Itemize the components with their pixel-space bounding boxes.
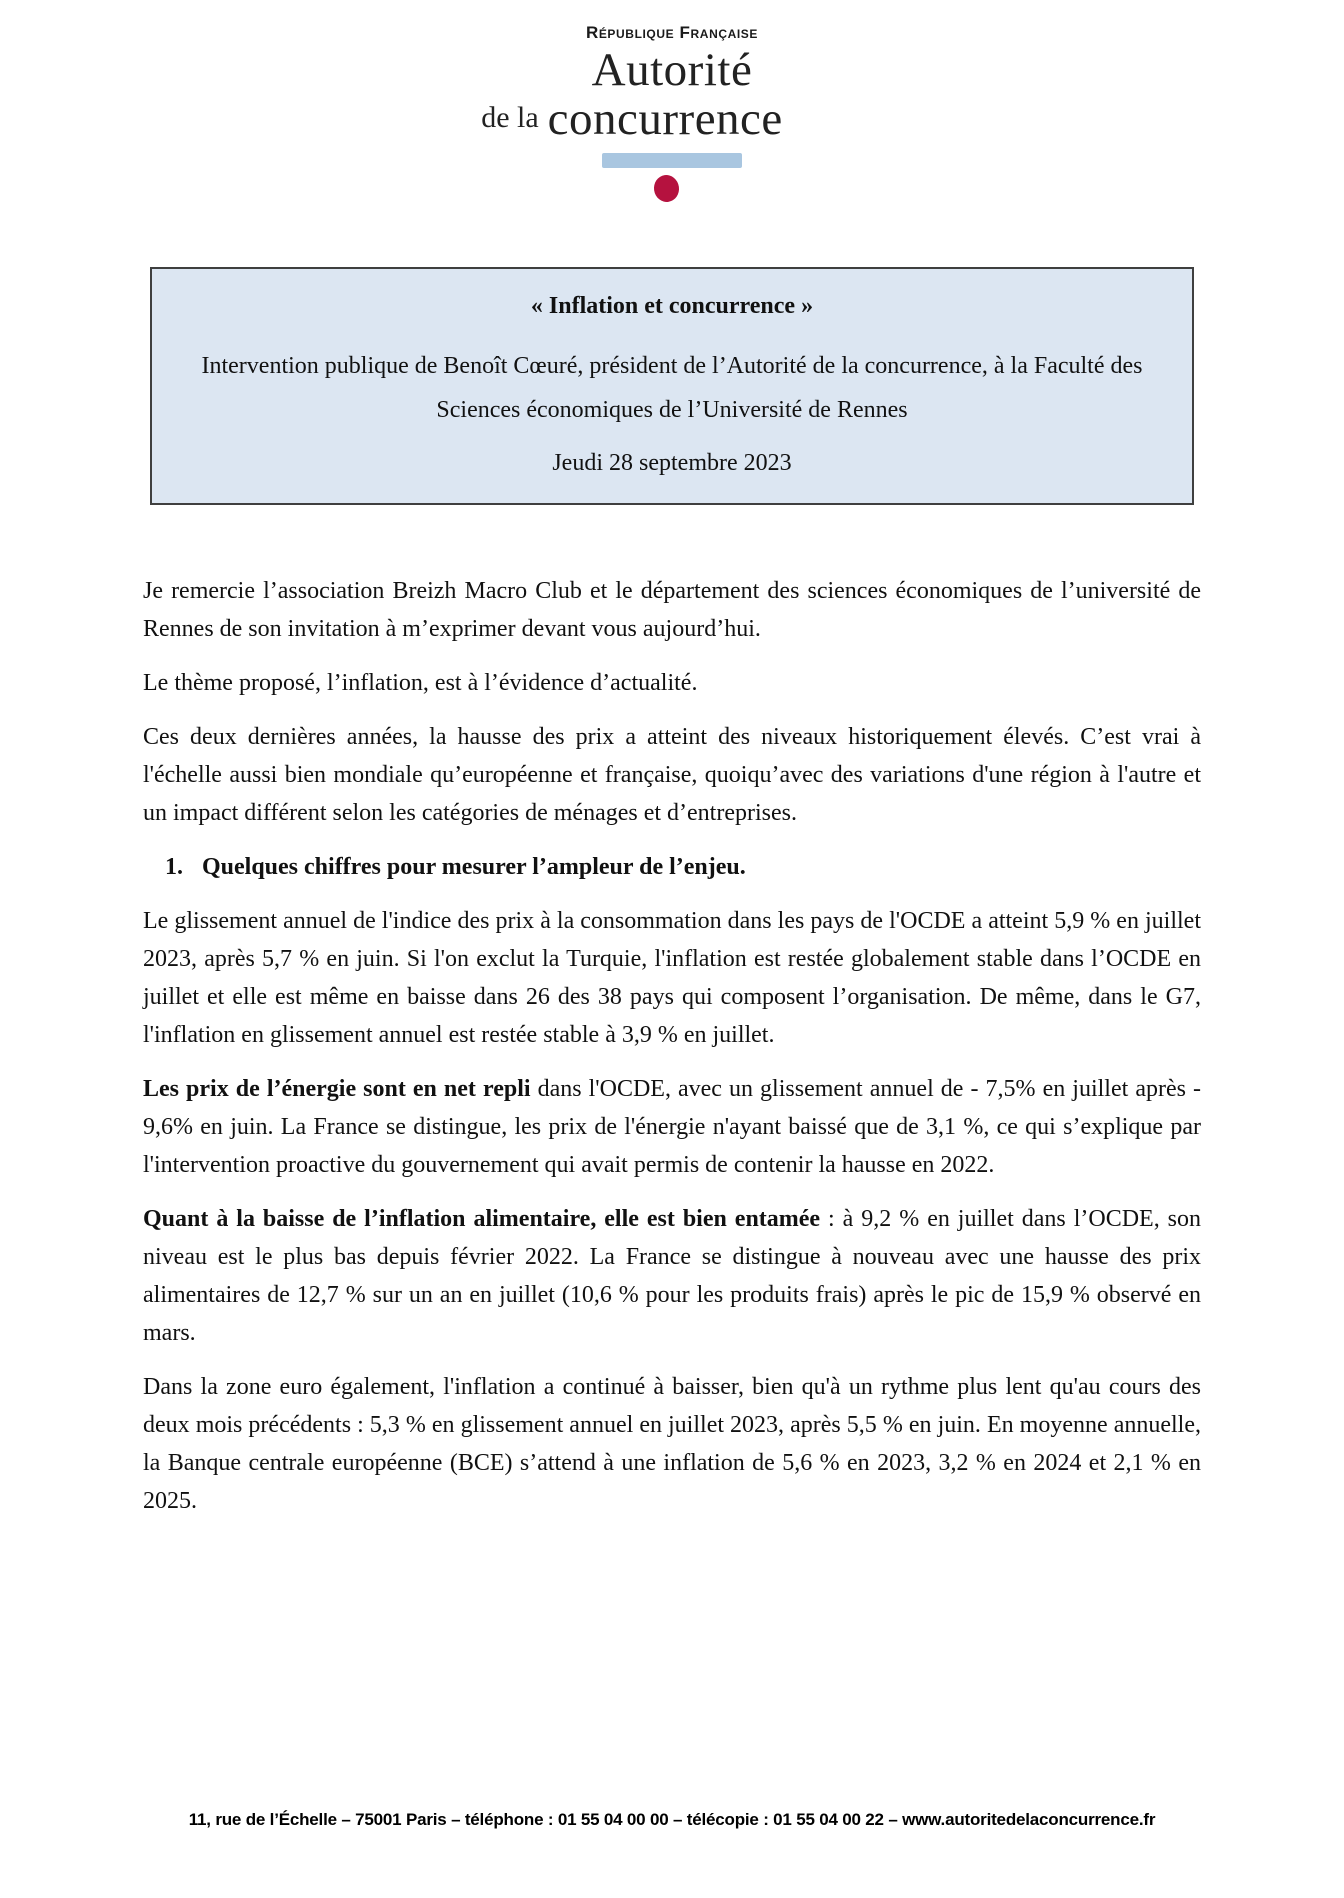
section-1-title: Quelques chiffres pour mesurer l’ampleur de l’enjeu. <box>202 854 746 880</box>
paragraph-alimentaire <box>143 1200 1201 1352</box>
paragraph-ocde-inflation: Le glissement annuel de l'indice des prix à la consommation dans les pays de l'OCDE a atteint 5,9 % en juillet 2023, après 5,7 % en juin. Si l'on exclut la Turquie, l'inflation est restée globalement stable dans l’OCDE en juillet et elle est même en baisse dans 26 des 38 pays qui composent l’organisation. De même, dans le G7, l'inflation en glissement annuel est restée stable à 3,9 % en juillet. <box>143 908 1201 1048</box>
paragraph-zone-euro: Dans la zone euro également, l'inflation a continué à baisser, bien qu'à un rythme plus lent qu'au cours des deux mois précédents : 5,3 % en glissement annuel en juillet 2023, après 5,5 % en juin. En moyenne annuelle, la Banque centrale européenne (BCE) s’attend à une inflation de 5,6 % en 2023, 3,2 % en 2024 et 2,1 % en 2025. <box>143 1374 1201 1514</box>
paragraph-context: Ces deux dernières années, la hausse des prix a atteint des niveaux historiquement élevés. C’est vrai à l'échelle aussi bien mondiale qu’européenne et française, quoiqu’avec des variations d'une région à l'autre et un impact différent selon les catégories de ménages et d’entreprises. <box>143 724 1201 826</box>
paragraph-alimentaire-rest: : à 9,2 % en juillet dans l’OCDE, son niveau est le plus bas depuis février 2022. La France se distingue à nouveau avec une hausse des prix alimentaires de 12,7 % sur un an en juillet (10,6 % pour les produits frais) après le pic de 15,9 % observé en mars. <box>143 1206 1201 1346</box>
logo-red-dot-icon <box>652 173 681 203</box>
logo-concurrence-text: concurrence <box>547 93 783 145</box>
section-1-heading <box>143 848 1201 886</box>
paragraph-alimentaire-bold-lead: Quant à la baisse de l’inflation alimentaire, elle est bien entamée <box>143 1206 821 1232</box>
paragraph-energie <box>143 1070 1201 1184</box>
title-box <box>150 267 1194 505</box>
logo-autorite-text: Autorité <box>591 44 753 96</box>
autorite-concurrence-logo <box>0 24 1344 202</box>
logo-de-la-text: de la <box>481 101 539 134</box>
document-body <box>143 572 1201 1536</box>
paragraph-thanks: Je remercie l’association Breizh Macro Club et le département des sciences économiques de l’université de Rennes de son invitation à m’exprimer devant vous aujourd’hui. <box>143 578 1201 642</box>
republique-francaise-label: République Française <box>585 23 759 42</box>
paragraph-energie-bold-lead: Les prix de l’énergie sont en net repli <box>143 1076 531 1102</box>
logo-blue-bar-icon <box>602 153 742 168</box>
paragraph-theme: Le thème proposé, l’inflation, est à l’évidence d’actualité. <box>143 670 698 696</box>
footer-address: 11, rue de l’Échelle – 75001 Paris – téléphone : 01 55 04 00 00 – télécopie : 01 55 04 00 22 – www.autoritedelaconcurrence.fr <box>188 1810 1156 1829</box>
logo-concurrence-line <box>0 93 1304 145</box>
document-title: « Inflation et concurrence » <box>530 293 814 319</box>
document-subtitle: Intervention publique de Benoît Cœuré, président de l’Autorité de la concurrence, à la Faculté des Sciences économiques de l’Université de Rennes <box>201 353 1143 423</box>
paragraph-energie-rest: dans l'OCDE, avec un glissement annuel de - 7,5% en juillet après - 9,6% en juin. La France se distingue, les prix de l'énergie n'ayant baissé que de 3,1 %, ce qui s’explique par l'intervention proactive du gouvernement qui avait permis de contenir la hausse en 2022. <box>143 1076 1201 1178</box>
document-date: Jeudi 28 septembre 2023 <box>552 450 792 476</box>
section-1-number: 1. <box>165 854 183 880</box>
